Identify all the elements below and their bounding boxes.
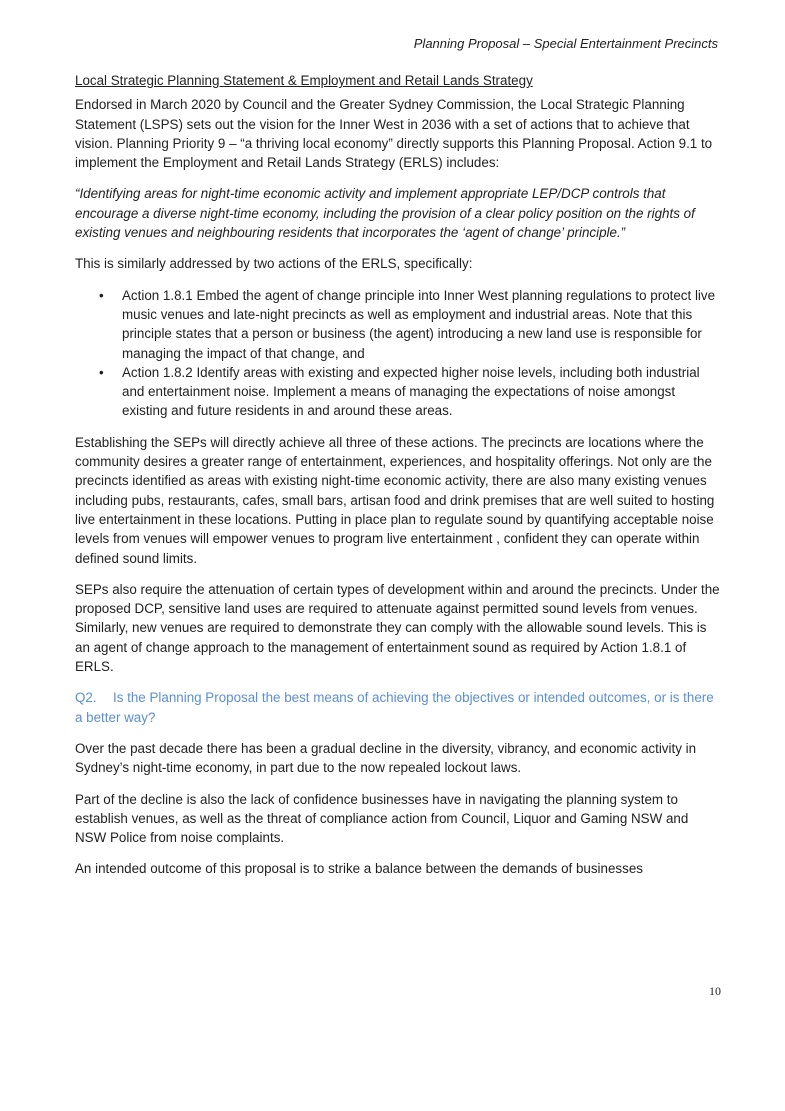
paragraph-outcome: An intended outcome of this proposal is to strike a balance between the demands of businesses [75,861,643,877]
question-number: Q2. [75,690,97,706]
page-number: 10 [709,984,721,998]
list-item-text: Action 1.8.1 Embed the agent of change principle into Inner West planning regulations to protect live music venues and late-night precincts as well as employment and industrial areas. Note that this principle states that a person or business (the agent) introducing a new land use is responsible for managing the impact of that change, and [122,287,716,361]
paragraph-seps-attenuation: SEPs also require the attenuation of certain types of development within and around the precincts. Under the proposed DCP, sensitive land uses are required to attenuate against permitted sound levels from venues. Similarly, new venues are required to demonstrate they can comply with the allowable sound levels. This is an agent of change approach to the management of entertainment sound as required by Action 1.8.1 of ERLS. [75,581,720,675]
question-heading [75,688,723,727]
paragraph-confidence: Part of the decline is also the lack of confidence businesses have in navigating the planning system to establish venues, as well as the threat of compliance action from Council, Liquor and Gaming NSW and NSW Police from noise complaints. [75,791,689,846]
list-item [75,363,723,421]
quoted-action: “Identifying areas for night-time economic activity and implement appropriate LEP/DCP controls that encourage a diverse night-time economy, including the provision of a clear policy position on the rights of existing venues and neighbouring residents that incorporates the ‘agent of change’ principle.” [75,186,695,241]
question-text: Is the Planning Proposal the best means of achieving the objectives or intended outcomes, or is there a better way? [75,690,714,725]
bullet-marker: • [99,364,104,380]
paragraph-seps-achieve: Establishing the SEPs will directly achieve all three of these actions. The precincts are locations where the community desires a greater range of entertainment, experiences, and hospitality offerings. Not only are the precincts identified as areas with existing night-time economic activity, there are also many existing venues including pubs, restaurants, cafes, small bars, artisan food and drink premises that are well suited to hosting live entertainment in these locations. Putting in place plan to regulate sound by quantifying acceptable noise levels from venues will empower venues to program live entertainment , confident they can operate within defined sound limits. [75,434,715,566]
section-heading: Local Strategic Planning Statement & Employment and Retail Lands Strategy [75,73,533,88]
list-item-text: Action 1.8.2 Identify areas with existing and expected higher noise levels, including both industrial and entertainment noise. Implement a means of managing the expectations of noise amongst existing and future residents in and around these areas. [122,364,700,419]
list-item [75,286,723,363]
paragraph-lsps: Endorsed in March 2020 by Council and the Greater Sydney Commission, the Local Strategic Planning Statement (LSPS) sets out the vision for the Inner West in 2036 with a set of actions that to achieve that vision. Planning Priority 9 – “a thriving local economy” directly supports this Planning Proposal. Action 9.1 to implement the Employment and Retail Lands Strategy (ERLS) includes: [75,97,713,171]
paragraph-decline: Over the past decade there has been a gradual decline in the diversity, vibrancy, and economic activity in Sydney’s night-time economy, in part due to the now repealed lockout laws. [75,740,697,776]
running-header: Planning Proposal – Special Entertainment Precincts [413,36,718,51]
bullet-marker: • [99,287,104,303]
paragraph-erls-intro: This is similarly addressed by two actions of the ERLS, specifically: [75,256,473,272]
page-body [75,71,723,891]
action-list [75,286,723,421]
